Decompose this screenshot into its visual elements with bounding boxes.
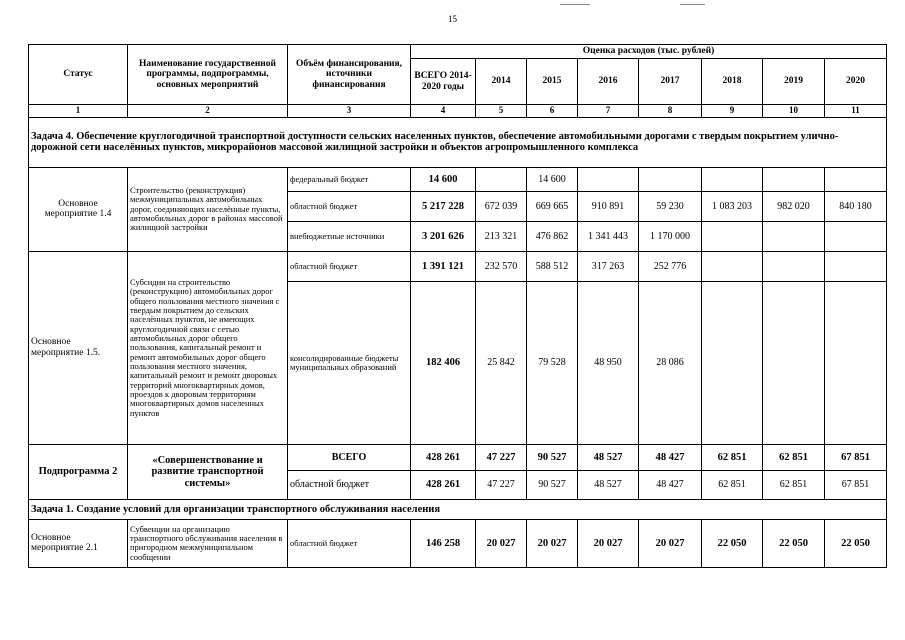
subprogram-2-status: Подпрограмма 2 (29, 444, 128, 499)
header-year: 2014 (476, 59, 527, 105)
year-value: 22 050 (825, 519, 887, 567)
year-value: 62 851 (702, 444, 763, 470)
column-index: 5 (476, 105, 527, 118)
year-value: 48 527 (578, 444, 639, 470)
source-label: федеральный бюджет (288, 167, 411, 191)
year-value: 982 020 (763, 191, 825, 221)
total-value: 146 258 (411, 519, 476, 567)
year-value: 1 083 203 (702, 191, 763, 221)
source-label: областной бюджет (288, 519, 411, 567)
year-value: 28 086 (639, 281, 702, 444)
column-index: 4 (411, 105, 476, 118)
year-value: 317 263 (578, 251, 639, 281)
year-value: 213 321 (476, 221, 527, 251)
source-label: областной бюджет (288, 251, 411, 281)
year-value: 48 427 (639, 444, 702, 470)
header-year: 2017 (639, 59, 702, 105)
year-value: 20 027 (527, 519, 578, 567)
year-value: 62 851 (763, 444, 825, 470)
header-estimate: Оценка расходов (тыс. рублей) (411, 45, 887, 59)
year-value: 1 341 443 (578, 221, 639, 251)
measure-1-5-name: Субсидии на строительство (реконструкцию) автомобильных дорог общего пользования местного значения с твердым покрытием до сельских населённых пунктов, не имеющих круглогодичной связи с сетью автомобильных дорог общего пользования, капитальный ремонт и ремонт автомобильных дорог общего пользования местного значения, капитальный ремонт и ремонт дворовых территорий многоквартирных домов, проездов к дворовым территориям многоквартирных домов населенных пунктов (128, 251, 288, 444)
header-name: Наименование государственной программы, подпрограммы, основных мероприятий (128, 45, 288, 105)
total-value: 14 600 (411, 167, 476, 191)
year-value: 90 527 (527, 470, 578, 499)
year-value (763, 281, 825, 444)
year-value: 22 050 (763, 519, 825, 567)
subprogram-2-name: «Совершенствование и развитие транспортной системы» (128, 444, 288, 499)
year-value: 67 851 (825, 470, 887, 499)
year-value: 25 842 (476, 281, 527, 444)
column-index: 9 (702, 105, 763, 118)
year-value: 252 776 (639, 251, 702, 281)
year-value (825, 221, 887, 251)
year-value: 14 600 (527, 167, 578, 191)
header-year: 2018 (702, 59, 763, 105)
column-index: 3 (288, 105, 411, 118)
year-value: 67 851 (825, 444, 887, 470)
header-volume: Объём финансирования, источники финансирования (288, 45, 411, 105)
total-value: 3 201 626 (411, 221, 476, 251)
column-index: 8 (639, 105, 702, 118)
year-value: 22 050 (702, 519, 763, 567)
year-value (702, 251, 763, 281)
source-label: ВСЕГО (288, 444, 411, 470)
year-value: 47 227 (476, 444, 527, 470)
year-value: 79 528 (527, 281, 578, 444)
column-index: 7 (578, 105, 639, 118)
source-label: консолидированные бюджеты муниципальных образований (288, 281, 411, 444)
year-value: 62 851 (763, 470, 825, 499)
year-value (639, 167, 702, 191)
total-value: 5 217 228 (411, 191, 476, 221)
year-value (476, 167, 527, 191)
page-number: 15 (448, 14, 457, 24)
year-value (763, 167, 825, 191)
year-value: 48 427 (639, 470, 702, 499)
year-value: 47 227 (476, 470, 527, 499)
measure-2-1-name: Субвенции на организацию транспортного обслуживания населения в пригородном межмуниципальном сообщении (128, 519, 288, 567)
header-year: 2016 (578, 59, 639, 105)
year-value (825, 167, 887, 191)
header-status: Статус (29, 45, 128, 105)
total-value: 182 406 (411, 281, 476, 444)
header-year: 2019 (763, 59, 825, 105)
budget-table (28, 44, 887, 568)
column-index: 11 (825, 105, 887, 118)
year-value: 62 851 (702, 470, 763, 499)
header-year: 2015 (527, 59, 578, 105)
year-value (825, 281, 887, 444)
year-value: 20 027 (578, 519, 639, 567)
year-value: 669 665 (527, 191, 578, 221)
total-value: 1 391 121 (411, 251, 476, 281)
year-value: 588 512 (527, 251, 578, 281)
year-value (825, 251, 887, 281)
source-label: областной бюджет (288, 470, 411, 499)
column-index: 2 (128, 105, 288, 118)
scan-mark (680, 4, 705, 5)
year-value: 48 950 (578, 281, 639, 444)
measure-1-4-name: Строительство (реконструкция) межмуниципальных автомобильных дорог, соединяющих населённые пункты, автомобильных дорог в районах массовой жилищной застройки (128, 167, 288, 251)
year-value: 910 891 (578, 191, 639, 221)
year-value: 1 170 000 (639, 221, 702, 251)
total-value: 428 261 (411, 470, 476, 499)
column-index: 6 (527, 105, 578, 118)
year-value: 672 039 (476, 191, 527, 221)
year-value: 20 027 (639, 519, 702, 567)
year-value: 90 527 (527, 444, 578, 470)
header-year: 2020 (825, 59, 887, 105)
header-total: ВСЕГО 2014-2020 годы (411, 59, 476, 105)
year-value: 476 862 (527, 221, 578, 251)
year-value: 20 027 (476, 519, 527, 567)
measure-1-4-status: Основное мероприятие 1.4 (29, 167, 128, 251)
measure-1-5-status: Основное мероприятие 1.5. (29, 251, 128, 444)
task-4-heading: Задача 4. Обеспечение круглогодичной транспортной доступности сельских населенных пунктов, обеспечение автомобильными дорогами с твердым покрытием улично-дорожной сети населённых пунктов, микрорайонов массовой жилищной застройки и объектов агропромышленного комплекса (29, 117, 887, 167)
year-value (702, 281, 763, 444)
task-1-heading: Задача 1. Создание условий для организации транспортного обслуживания населения (29, 499, 887, 519)
year-value (763, 251, 825, 281)
year-value (763, 221, 825, 251)
year-value: 59 230 (639, 191, 702, 221)
source-label: внебюджетные источники (288, 221, 411, 251)
column-index: 10 (763, 105, 825, 118)
year-value (578, 167, 639, 191)
year-value: 840 180 (825, 191, 887, 221)
measure-2-1-status: Основное мероприятие 2.1 (29, 519, 128, 567)
year-value: 48 527 (578, 470, 639, 499)
scan-mark (560, 4, 590, 5)
year-value (702, 167, 763, 191)
source-label: областной бюджет (288, 191, 411, 221)
year-value (702, 221, 763, 251)
column-index: 1 (29, 105, 128, 118)
year-value: 232 570 (476, 251, 527, 281)
total-value: 428 261 (411, 444, 476, 470)
